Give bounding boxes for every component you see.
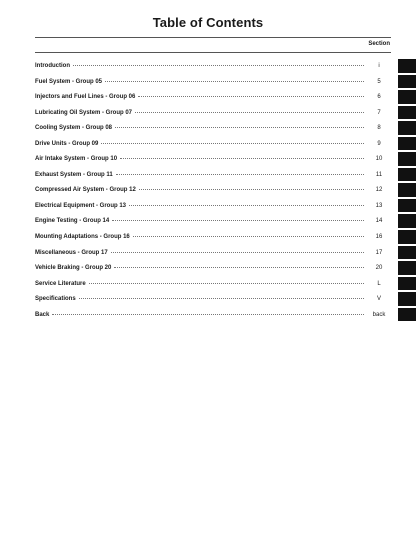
toc-entry-injectors-fuel-lines[interactable]	[35, 94, 391, 110]
dot-leader	[114, 267, 364, 268]
toc-entry-title: Lubricating Oil System - Group 07	[35, 109, 133, 116]
thumb-tab-group-05[interactable]	[398, 75, 416, 89]
dot-leader	[105, 81, 364, 82]
toc-entry-title: Mounting Adaptations - Group 16	[35, 234, 130, 241]
toc-entry-section: 10	[375, 156, 383, 163]
toc-entry-section: 14	[375, 218, 383, 225]
toc-entry-compressed-air[interactable]	[35, 187, 391, 203]
toc-entry-title: Compressed Air System - Group 12	[35, 187, 136, 194]
toc-entry-section: V	[376, 296, 381, 303]
thumb-tab-group-14[interactable]	[398, 214, 416, 228]
toc-entry-electrical-equipment[interactable]	[35, 203, 391, 219]
toc-entry-air-intake[interactable]	[35, 156, 391, 172]
toc-entry-section: 17	[375, 249, 383, 256]
toc-entry-cooling-system[interactable]	[35, 125, 391, 141]
toc-entry-section: 11	[375, 171, 383, 178]
toc-entry-drive-units[interactable]	[35, 141, 391, 157]
toc-entry-service-literature[interactable]	[35, 281, 391, 297]
toc-entry-section: 7	[377, 109, 381, 116]
toc-entry-title: Injectors and Fuel Lines - Group 06	[35, 94, 136, 101]
dot-leader	[120, 158, 364, 159]
toc-entry-title: Introduction	[35, 63, 70, 69]
toc-entry-title: Miscellaneous - Group 17	[35, 249, 108, 256]
toc-entry-section: 20	[375, 265, 383, 272]
toc-entry-introduction[interactable]	[35, 63, 391, 79]
thumb-tab-group-08[interactable]	[398, 121, 416, 135]
toc-entry-title: Back	[35, 311, 50, 318]
thumb-tab-group-20[interactable]	[398, 261, 416, 275]
dot-leader	[52, 314, 364, 315]
dot-leader	[111, 252, 364, 253]
toc-entry-section: L	[377, 280, 381, 287]
toc-entry-vehicle-braking[interactable]	[35, 265, 391, 281]
dot-leader	[133, 236, 364, 237]
toc-entry-exhaust-system[interactable]	[35, 172, 391, 188]
toc-entry-section: 5	[377, 78, 381, 85]
thumb-tab-group-16[interactable]	[398, 230, 416, 244]
thumb-tab-back[interactable]	[398, 308, 416, 322]
toc-entry-title: Air Intake System - Group 10	[35, 156, 118, 163]
toc-entry-specifications[interactable]	[35, 296, 391, 312]
toc-entry-section: 13	[375, 202, 383, 209]
thumb-tab-introduction[interactable]	[398, 59, 416, 73]
thumb-tab-group-06[interactable]	[398, 90, 416, 104]
toc-entry-back[interactable]	[35, 312, 391, 328]
thumb-tab-group-09[interactable]	[398, 137, 416, 151]
thumb-tab-group-11[interactable]	[398, 168, 416, 182]
toc-entry-section: 16	[375, 234, 383, 241]
toc-entry-section: 9	[377, 140, 381, 147]
toc-entry-title: Service Literature	[35, 280, 86, 287]
toc-entry-fuel-system[interactable]	[35, 79, 391, 95]
dot-leader	[135, 112, 364, 113]
thumb-tab-group-17[interactable]	[398, 246, 416, 260]
bottom-rule	[35, 52, 391, 53]
dot-leader	[89, 283, 364, 284]
dot-leader	[139, 189, 364, 190]
toc-entry-section: 8	[377, 125, 381, 132]
dot-leader	[79, 298, 364, 299]
dot-leader	[116, 174, 364, 175]
thumb-tab-group-10[interactable]	[398, 152, 416, 166]
page-title: Table of Contents	[152, 15, 264, 30]
toc-entry-section: 6	[377, 94, 381, 101]
dot-leader	[129, 205, 364, 206]
dot-leader	[101, 143, 364, 144]
toc-entry-title: Cooling System - Group 08	[35, 125, 113, 132]
toc-entry-engine-testing[interactable]	[35, 218, 391, 234]
toc-entry-title: Fuel System - Group 05	[35, 78, 103, 85]
dot-leader	[112, 220, 364, 221]
dot-leader	[138, 96, 364, 97]
toc-entry-section: 12	[375, 187, 383, 194]
section-thumb-tabs	[398, 59, 416, 323]
toc-entry-title: Engine Testing - Group 14	[35, 218, 110, 225]
toc-entry-lubricating-oil[interactable]	[35, 110, 391, 126]
top-rule	[35, 37, 391, 38]
toc-entry-title: Drive Units - Group 09	[35, 140, 99, 147]
dot-leader	[73, 65, 364, 66]
thumb-tab-service-literature[interactable]	[398, 277, 416, 291]
toc-entry-mounting-adaptations[interactable]	[35, 234, 391, 250]
thumb-tab-group-07[interactable]	[398, 106, 416, 120]
toc-entry-title: Exhaust System - Group 11	[35, 171, 113, 178]
thumb-tab-group-12[interactable]	[398, 183, 416, 197]
section-column-header: Section	[368, 41, 390, 47]
toc-list	[35, 63, 391, 327]
toc-entry-title: Electrical Equipment - Group 13	[35, 202, 127, 209]
dot-leader	[115, 127, 364, 128]
thumb-tab-group-13[interactable]	[398, 199, 416, 213]
toc-entry-section: i	[378, 63, 380, 69]
toc-entry-title: Specifications	[35, 296, 76, 303]
thumb-tab-specifications[interactable]	[398, 292, 416, 306]
toc-entry-title: Vehicle Braking - Group 20	[35, 265, 112, 272]
toc-entry-section: back	[372, 311, 386, 318]
toc-entry-miscellaneous[interactable]	[35, 250, 391, 266]
